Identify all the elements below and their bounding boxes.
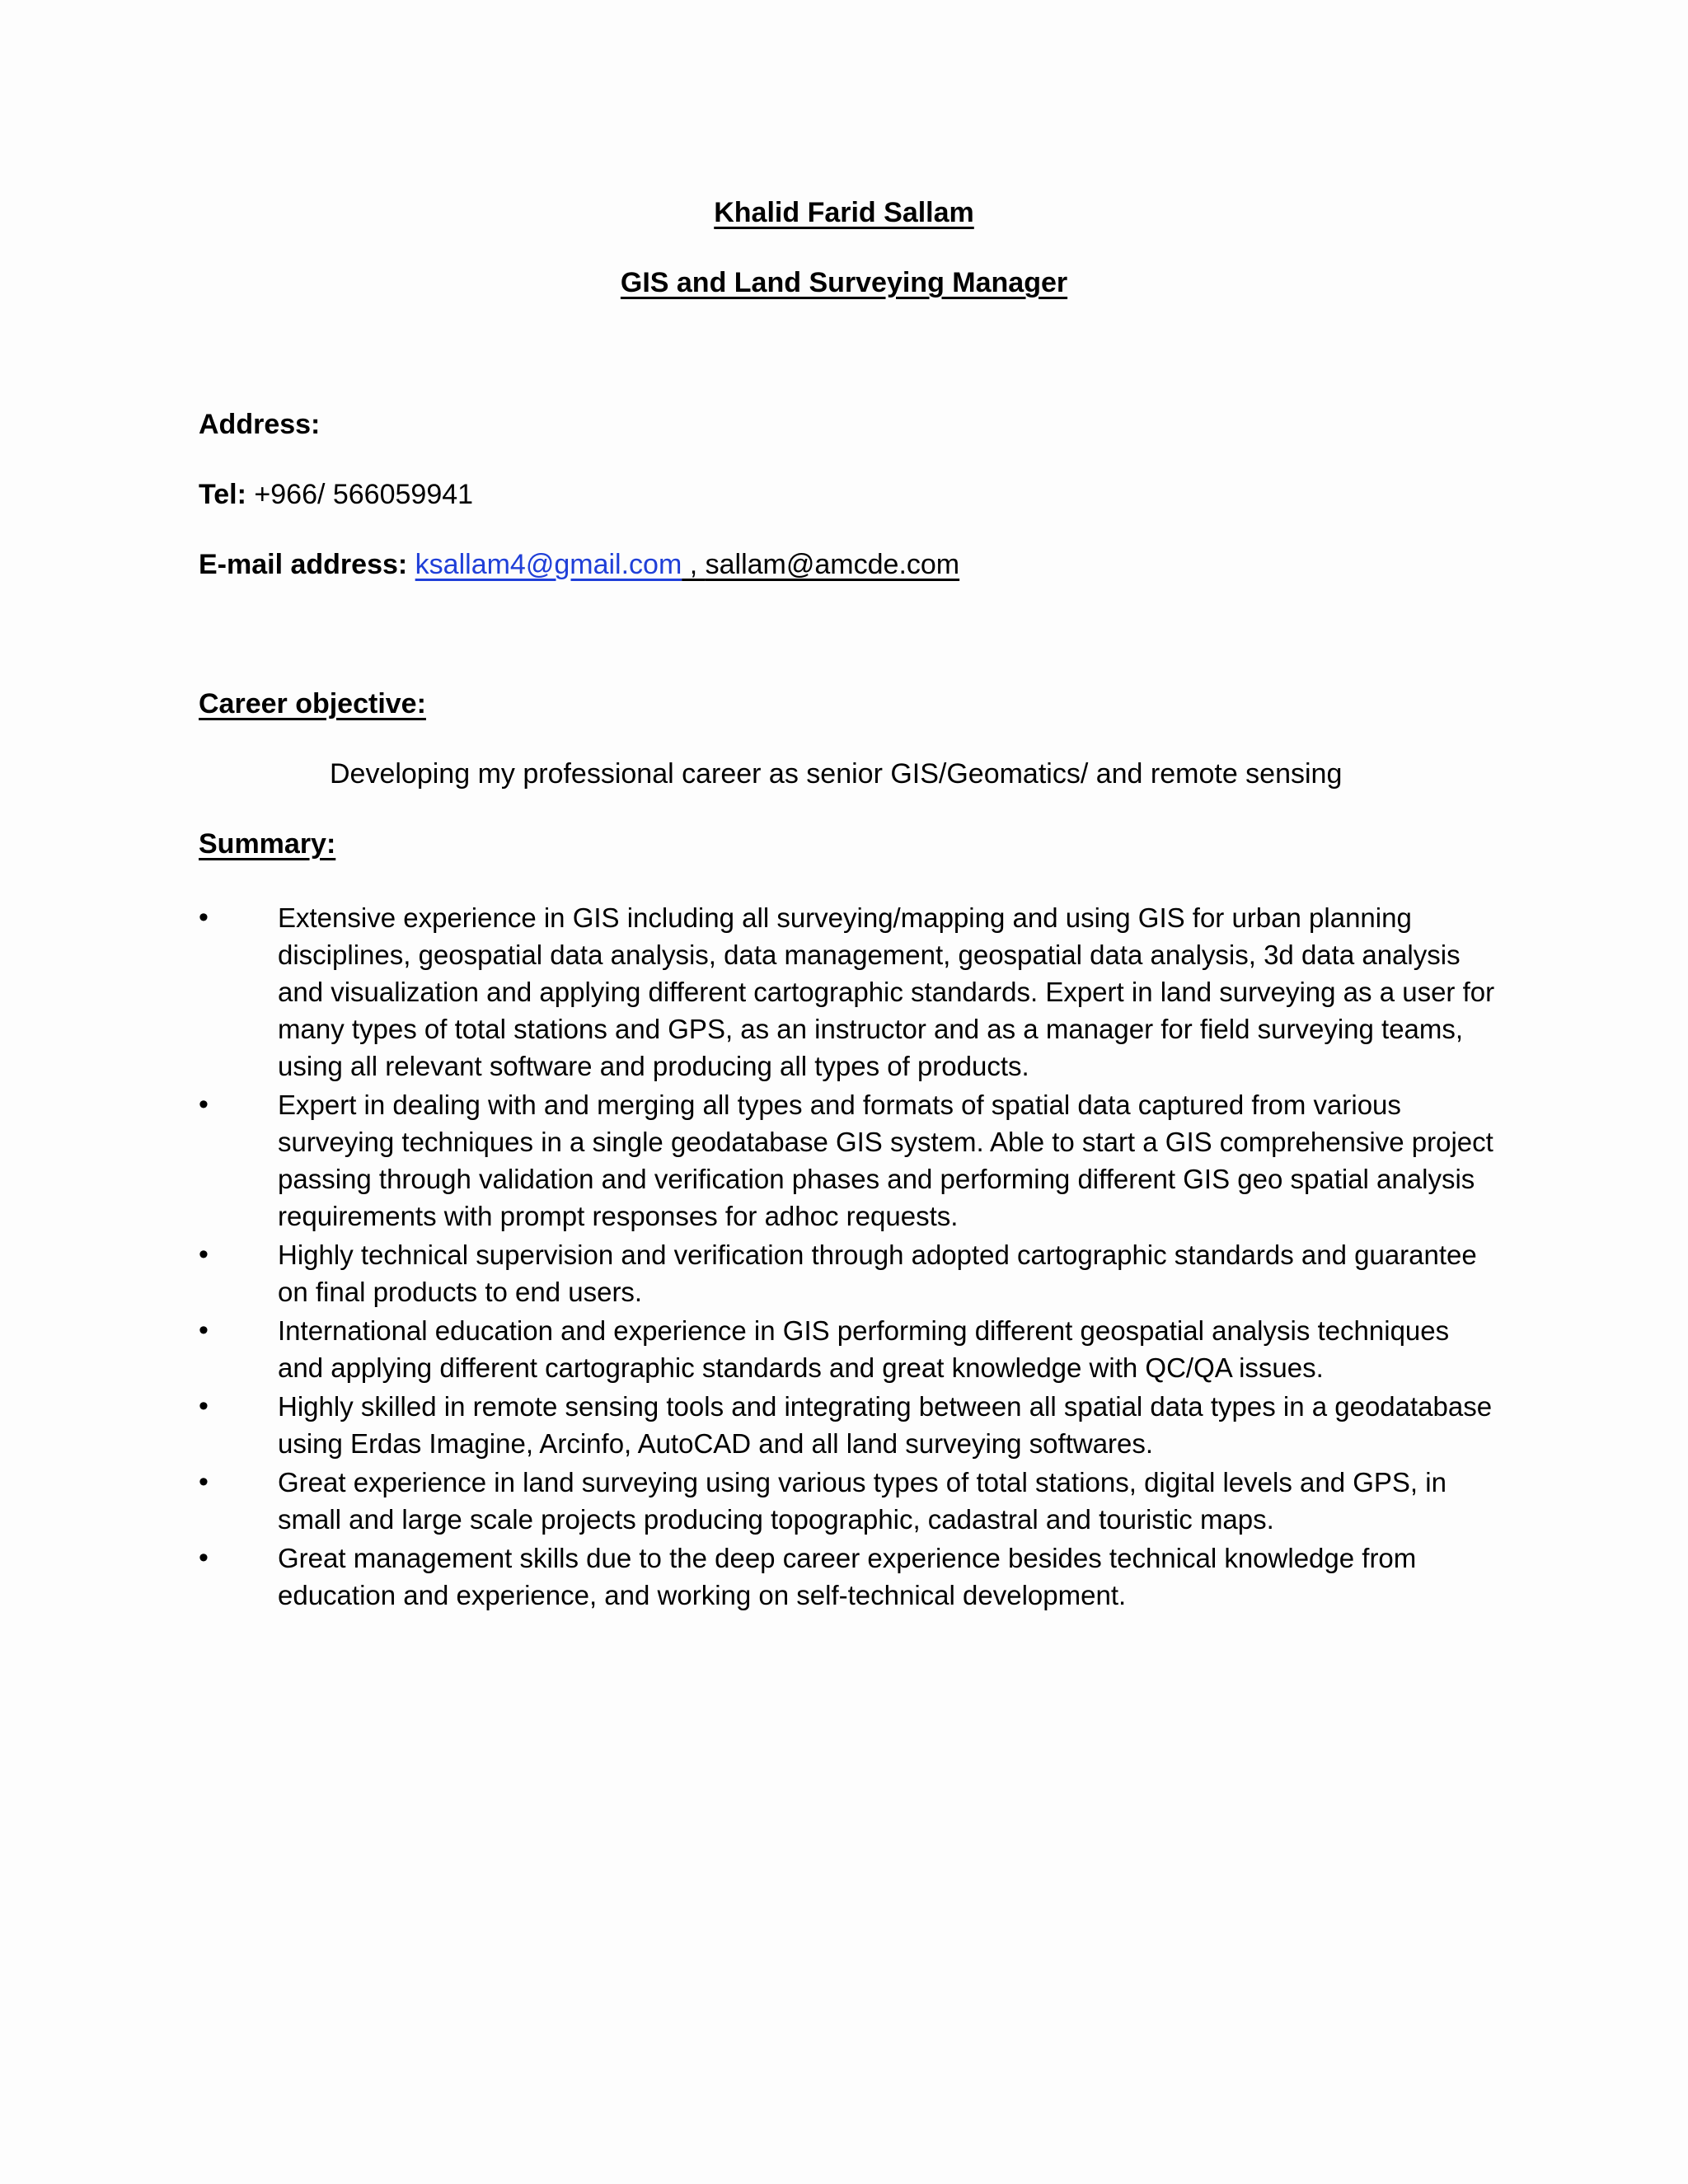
summary-item bbox=[199, 1086, 1501, 1235]
address-line bbox=[199, 409, 320, 441]
summary-heading: Summary: bbox=[199, 828, 336, 860]
tel-value: +966/ 566059941 bbox=[254, 479, 474, 510]
summary-item-text: Extensive experience in GIS including all surveying/mapping and using GIS for urban planning disciplines, geospatial data analysis, data management, geospatial data analysis, 3d data analysis and visualization and applying different cartographic standards. Expert in land surveying as a user for many types of total stations and GPS, as an instructor and as a manager for field surveying teams, using all relevant software and producing all types of products. bbox=[278, 902, 1495, 1081]
summary-item-text: Great experience in land surveying using various types of total stations, digital levels and GPS, in small and large scale projects producing topographic, cadastral and touristic maps. bbox=[278, 1467, 1447, 1535]
tel-line bbox=[199, 479, 473, 511]
summary-item bbox=[199, 1540, 1501, 1614]
email-line bbox=[199, 549, 959, 581]
candidate-name: Khalid Farid Sallam bbox=[714, 197, 974, 228]
summary-item bbox=[199, 1388, 1501, 1462]
summary-item-text: Highly technical supervision and verification through adopted cartographic standards and guarantee on final products to end users. bbox=[278, 1240, 1477, 1307]
summary-item-text: Highly skilled in remote sensing tools and integrating between all spatial data types in a geodatabase using Erdas Imagine, Arcinfo, AutoCAD and all land surveying softwares. bbox=[278, 1391, 1493, 1459]
address-label: Address: bbox=[199, 409, 321, 440]
summary-list bbox=[199, 899, 1501, 1615]
bullet-icon: • bbox=[199, 1390, 209, 1422]
career-objective-heading: Career objective: bbox=[199, 688, 426, 719]
summary-item-text: Great management skills due to the deep career experience besides technical knowledge from education and experience, and working on self-technical development. bbox=[278, 1543, 1417, 1610]
summary-item-text: International education and experience in GIS performing different geospatial analysis techniques and applying different cartographic standards and great knowledge with QC/QA issues. bbox=[278, 1315, 1450, 1383]
email-label: E-mail address: bbox=[199, 549, 408, 580]
tel-label: Tel: bbox=[199, 479, 246, 510]
summary-item-text: Expert in dealing with and merging all types and formats of spatial data captured from various surveying techniques in a single geodatabase GIS system. Able to start a GIS comprehensive project passing through validation and verification phases and performing different GIS geo spatial analysis requirements with prompt responses for adhoc requests. bbox=[278, 1090, 1493, 1231]
bullet-icon: • bbox=[199, 1542, 209, 1573]
summary-item bbox=[199, 1312, 1501, 1386]
job-title: GIS and Land Surveying Manager bbox=[620, 267, 1068, 298]
career-objective-text: Developing my professional career as senior GIS/Geomatics/ and remote sensing bbox=[330, 758, 1343, 790]
bullet-icon: • bbox=[199, 902, 209, 933]
summary-item bbox=[199, 1236, 1501, 1310]
summary-item bbox=[199, 899, 1501, 1085]
email-separator: , bbox=[682, 549, 706, 580]
bullet-icon: • bbox=[199, 1466, 209, 1497]
bullet-icon: • bbox=[199, 1089, 209, 1120]
bullet-icon: • bbox=[199, 1239, 209, 1270]
email-secondary: sallam@amcde.com bbox=[705, 549, 960, 580]
email-primary-link[interactable]: ksallam4@gmail.com bbox=[415, 549, 682, 580]
bullet-icon: • bbox=[199, 1315, 209, 1346]
summary-item bbox=[199, 1464, 1501, 1538]
